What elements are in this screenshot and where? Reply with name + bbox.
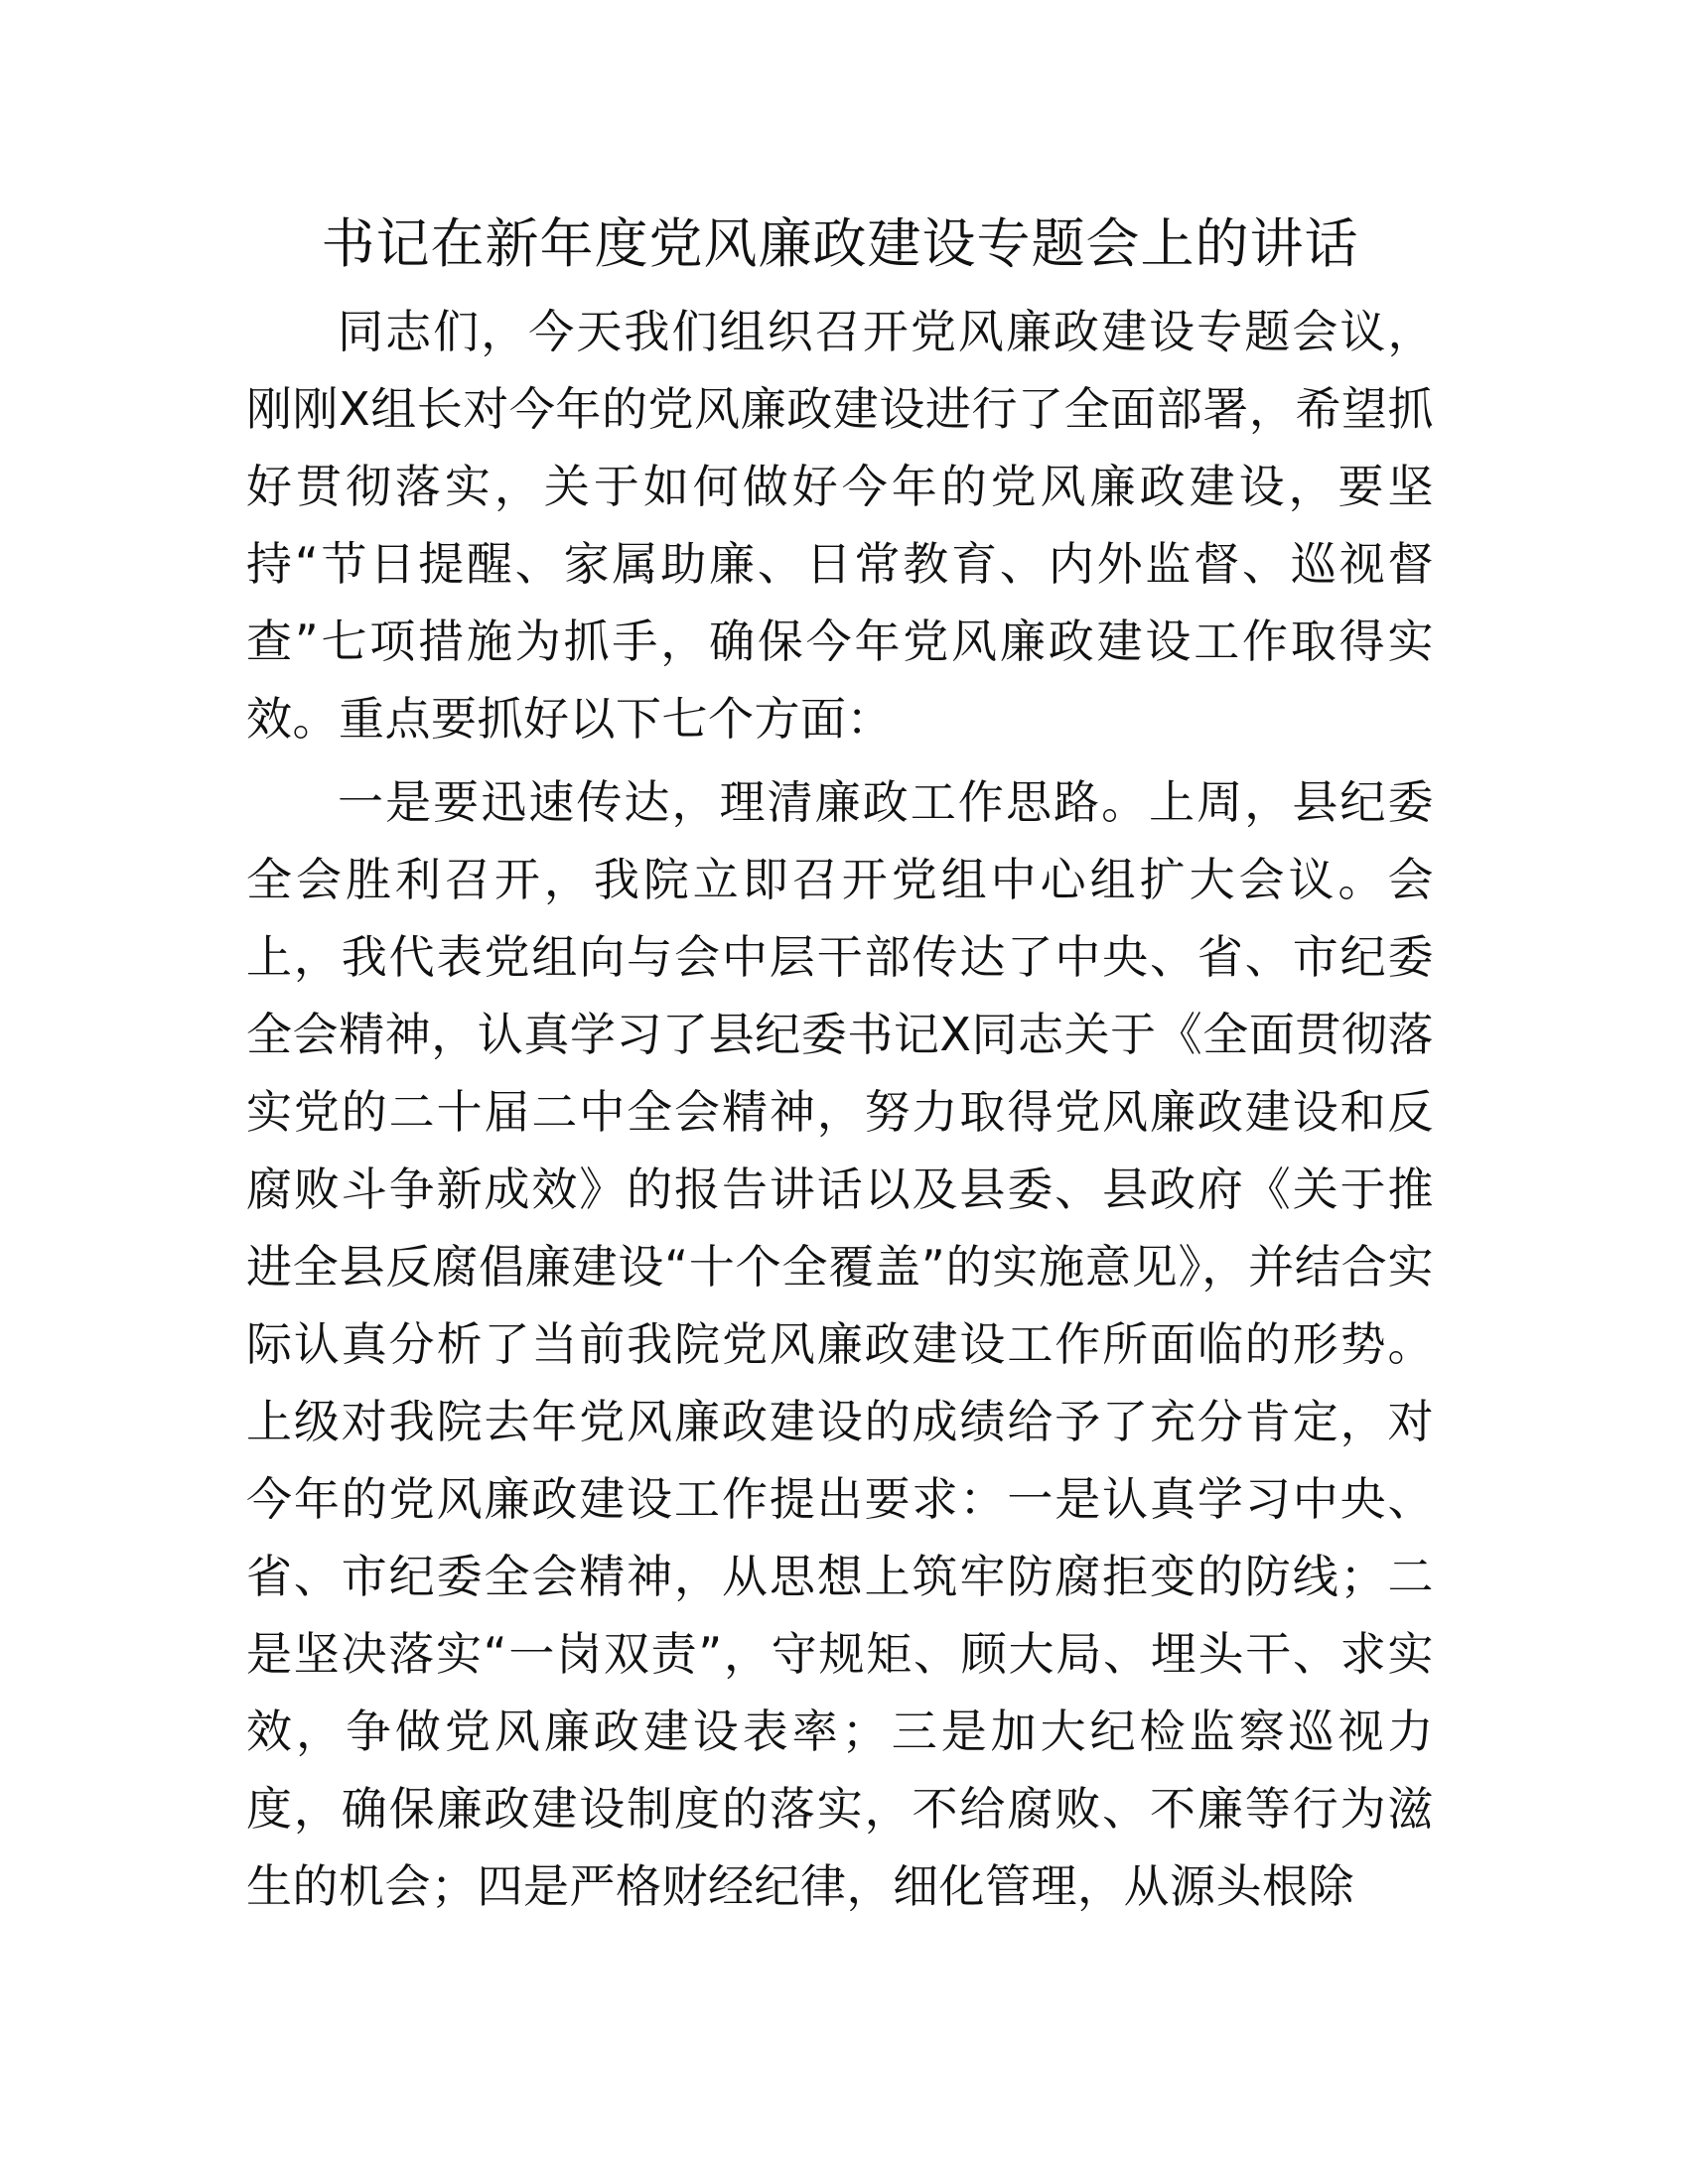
paragraph-intro: 同志们，今天我们组织召开党风廉政建设专题会议，刚刚X组长对今年的党风廉政建设进行了全面部署，希望抓好贯彻落实，关于如何做好今年的党风廉政建设，要坚持“节日提醒、家属助廉、日常教育、内外监督、巡视督查”七项措施为抓手，确保今年党风廉政建设工作取得实效。重点要抓好以下七个方面： <box>246 305 1434 746</box>
paragraph-point-one: 一是要迅速传达，理清廉政工作思路。上周，县纪委全会胜利召开，我院立即召开党组中心组扩大会议。会上，我代表党组向与会中层干部传达了中央、省、市纪委全会精神，认真学习了县纪委书记X同志关于《全面贯彻落实党的二十届二中全会精神，努力取得党风廉政建设和反腐败斗争新成效》的报告讲话以及县委、县政府《关于推进全县反腐倡廉建设“十个全覆盖”的实施意见》，并结合实际认真分析了当前我院党风廉政建设工作所面临的形势。上级对我院去年党风廉政建设的成绩给予了充分肯定，对今年的党风廉政建设工作提出要求：一是认真学习中央、省、市纪委全会精神，从思想上筑牢防腐拒变的防线；二是坚决落实“一岗双责”，守规矩、顾大局、埋头干、求实效，争做党风廉政建设表率；三是加大纪检监察巡视力度，确保廉政建设制度的落实，不给腐败、不廉等行为滋生的机会；四是严格财经纪律，细化管理，从源头根除 <box>246 775 1434 1913</box>
document-title: 书记在新年度党风廉政建设专题会上的讲话 <box>321 212 1359 275</box>
document-body <box>246 204 1434 1925</box>
